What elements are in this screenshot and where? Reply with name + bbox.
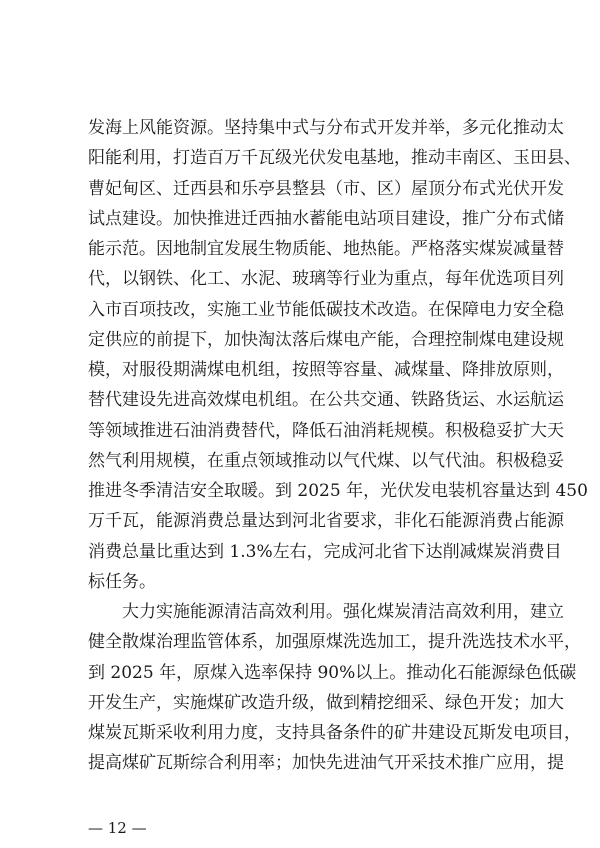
text-line: 发海上风能资源。坚持集中式与分布式开发并举，多元化推动太 [88, 118, 564, 138]
page-number: — 12 — [88, 819, 147, 837]
text-line: 试点建设。加快推进迁西抽水蓄能电站项目建设，推广分布式储 [88, 208, 564, 229]
text-line: 万千瓦，能源消费总量达到河北省要求，非化石能源消费占能源 [88, 511, 564, 532]
text-line: 推进冬季清洁安全取暖。到 2025 年，光伏发电装机容量达到 450 [88, 481, 588, 501]
body-text [88, 113, 588, 779]
text-line: 等领域推进石油消费替代，降低石油消耗规模。积极稳妥扩大天 [88, 420, 564, 441]
text-line: 模，对服役期满煤电机组，按照等容量、减煤量、降排放原则， [88, 360, 564, 380]
paragraph-start-line: 大力实施能源清洁高效利用。强化煤炭清洁高效利用，建立 [122, 602, 564, 622]
text-line: 阳能利用，打造百万千瓦级光伏发电基地，推动丰南区、玉田县、 [88, 148, 581, 169]
text-line: 曹妃甸区、迁西县和乐亭县整县（市、区）屋顶分布式光伏开发 [88, 178, 564, 199]
text-line: 到 2025 年，原煤入选率保持 90%以上。推动化石能源绿色低碳 [88, 662, 577, 683]
text-line: 定供应的前提下，加快淘汰落后煤电产能，合理控制煤电建设规 [88, 329, 564, 350]
text-line: 能示范。因地制宜发展生物质能、地热能。严格落实煤炭减量替 [88, 239, 564, 259]
text-line: 煤炭瓦斯采收利用力度，支持具备条件的矿井建设瓦斯发电项目， [88, 723, 581, 743]
text-line: 然气利用规模，在重点领域推动以气代煤、以气代油。积极稳妥 [88, 450, 564, 471]
text-line: 开发生产，实施煤矿改造升级，做到精挖细采、绿色开发；加大 [88, 692, 564, 713]
text-line: 提高煤矿瓦斯综合利用率；加快先进油气开采技术推广应用，提 [88, 753, 564, 774]
text-line: 消费总量比重达到 1.3%左右，完成河北省下达削减煤炭消费目 [88, 541, 562, 562]
text-line: 替代建设先进高效煤电机组。在公共交通、铁路货运、水运航运 [88, 390, 564, 411]
text-line: 标任务。 [88, 571, 156, 592]
text-line: 代，以钢铁、化工、水泥、玻璃等行业为重点，每年优选项目列 [88, 269, 564, 290]
text-line: 入市百项技改，实施工业节能低碳技术改造。在保障电力安全稳 [88, 299, 564, 320]
text-line: 健全散煤治理监管体系，加强原煤洗选加工，提升洗选技术水平， [88, 632, 581, 653]
